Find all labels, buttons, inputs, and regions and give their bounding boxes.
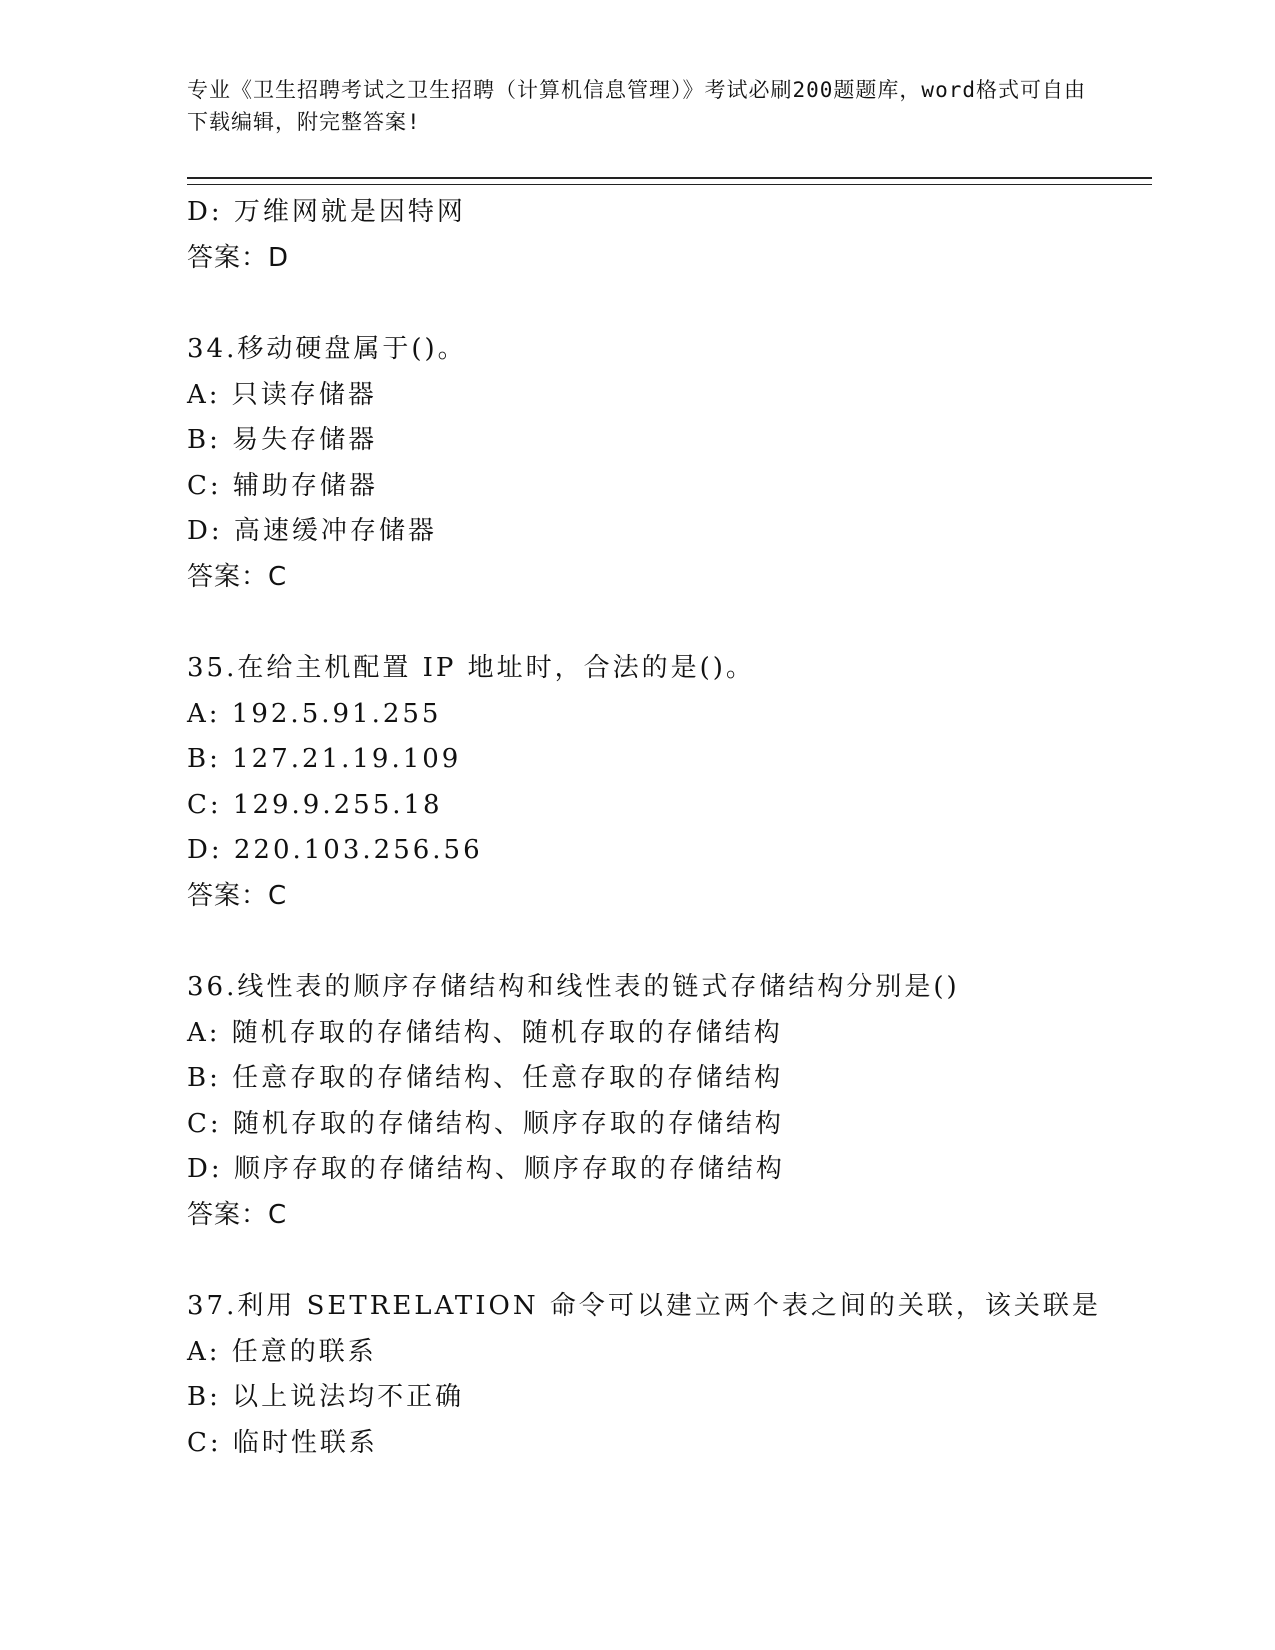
option-d: D: 高速缓冲存储器 — [187, 516, 437, 546]
option-a: A: 任意的联系 — [187, 1336, 377, 1367]
question-36 — [187, 965, 1152, 1238]
question-stem: 35.在给主机配置 IP 地址时，合法的是()。 — [187, 653, 755, 683]
option-c: C: 临时性联系 — [187, 1427, 378, 1458]
spacer — [187, 1238, 1152, 1284]
option-a: A: 192.5.91.255 — [187, 698, 442, 729]
option-a: A: 只读存储器 — [187, 379, 377, 410]
option-c: C: 129.9.255.18 — [187, 789, 443, 820]
question-37 — [187, 1284, 1152, 1466]
spacer — [187, 919, 1152, 965]
spacer — [187, 600, 1152, 646]
answer: 答案：C — [187, 561, 288, 592]
option-c: C: 随机存取的存储结构、顺序存取的存储结构 — [187, 1108, 784, 1139]
option-b: B: 以上说法均不正确 — [187, 1382, 465, 1412]
answer: 答案：C — [187, 1199, 288, 1230]
option-b: B: 易失存储器 — [187, 425, 378, 455]
question-35 — [187, 646, 1152, 919]
option-a: A: 随机存取的存储结构、随机存取的存储结构 — [187, 1017, 783, 1048]
continued-answer: 答案：D — [187, 242, 290, 273]
question-34 — [187, 327, 1152, 600]
spacer — [187, 281, 1152, 327]
option-d: D: 顺序存取的存储结构、顺序存取的存储结构 — [187, 1154, 785, 1184]
question-stem: 34.移动硬盘属于()。 — [187, 334, 467, 364]
option-c: C: 辅助存储器 — [187, 470, 378, 501]
continued-option-d: D: 万维网就是因特网 — [187, 197, 466, 227]
option-b: B: 127.21.19.109 — [187, 744, 462, 774]
question-stem: 37.利用 SETRELATION 命令可以建立两个表之间的关联，该关联是 — [187, 1291, 1101, 1321]
document-header: 专业《卫生招聘考试之卫生招聘（计算机信息管理）》考试必刷200题题库，word格式可自由下载编辑，附完整答案! — [187, 78, 1086, 134]
option-b: B: 任意存取的存储结构、任意存取的存储结构 — [187, 1063, 784, 1093]
option-d: D: 220.103.256.56 — [187, 835, 483, 865]
answer: 答案：C — [187, 880, 288, 911]
question-stem: 36.线性表的顺序存储结构和线性表的链式存储结构分别是() — [187, 972, 960, 1002]
question-list — [187, 190, 1152, 1466]
header-divider — [187, 177, 1152, 185]
